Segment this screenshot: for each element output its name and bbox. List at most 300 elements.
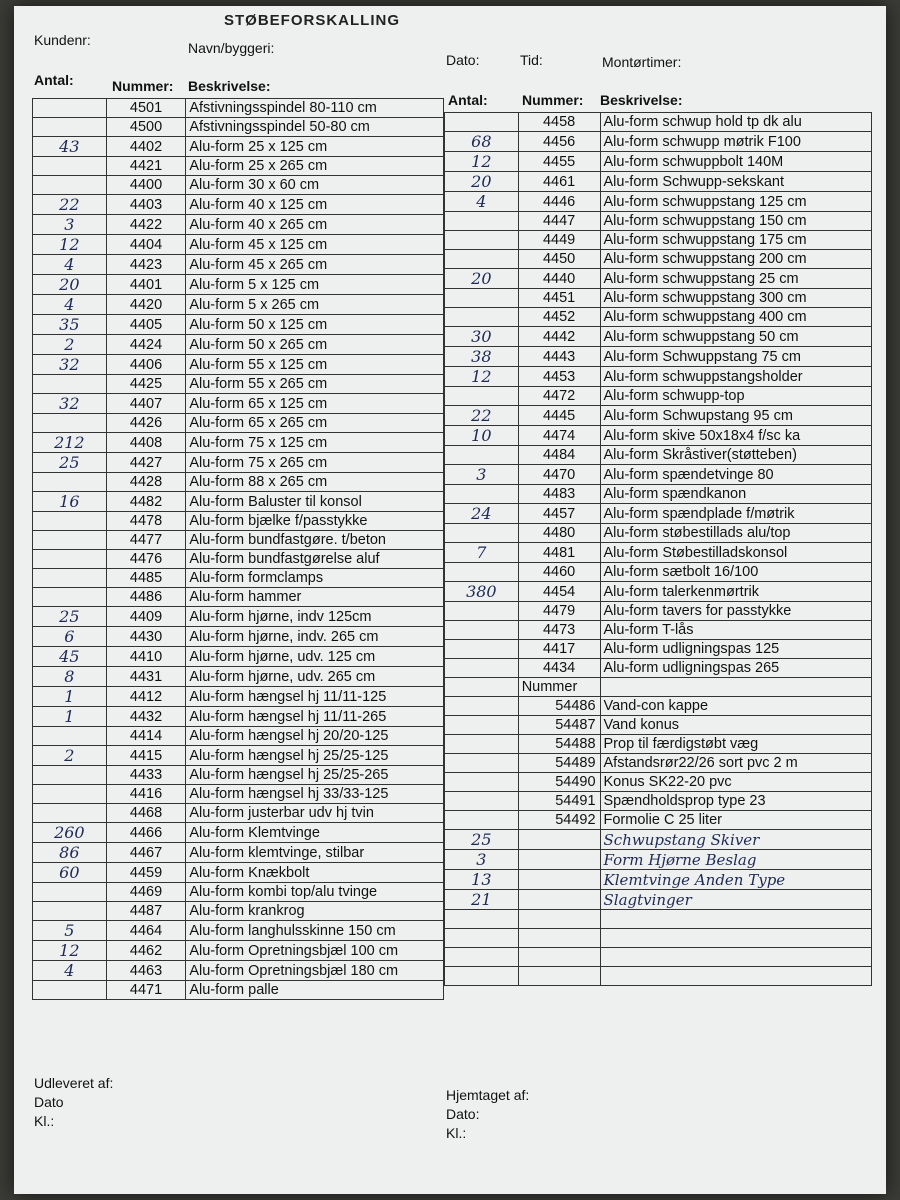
number-cell — [518, 870, 600, 890]
number-cell: 4454 — [518, 582, 600, 602]
description-cell: Alu-form bundfastgøre. t/beton — [186, 531, 444, 550]
qty-cell — [33, 414, 107, 433]
table-row — [33, 137, 444, 157]
qty-cell — [445, 811, 519, 830]
number-cell: 4412 — [106, 687, 186, 707]
description-cell: Alu-form Schwupp-sekskant — [600, 172, 871, 192]
qty-cell: 8 — [33, 667, 107, 687]
qty-cell — [33, 766, 107, 785]
number-cell: 4401 — [106, 275, 186, 295]
number-cell: 4409 — [106, 607, 186, 627]
description-cell: Slagtvinger — [600, 890, 871, 910]
table-row — [445, 504, 872, 524]
qty-cell — [445, 250, 519, 269]
description-cell: Alu-form 88 x 265 cm — [186, 473, 444, 492]
number-cell: 4481 — [518, 543, 600, 563]
qty-cell: 16 — [33, 492, 107, 512]
qty-cell: 3 — [33, 215, 107, 235]
items-table-right — [444, 112, 872, 986]
description-cell: Alu-form 25 x 125 cm — [186, 137, 444, 157]
qty-header-left: Antal: — [34, 72, 74, 88]
description-cell: Alu-form Opretningsbjæl 180 cm — [186, 961, 444, 981]
description-header-right: Beskrivelse: — [600, 92, 683, 108]
number-cell: 4449 — [518, 231, 600, 250]
qty-cell: 13 — [445, 870, 519, 890]
qty-cell — [445, 602, 519, 621]
description-cell: Alu-form krankrog — [186, 902, 444, 921]
form-title: STØBEFORSKALLING — [224, 12, 400, 29]
number-cell — [518, 929, 600, 948]
table-row — [445, 773, 872, 792]
qty-cell — [445, 659, 519, 678]
table-row — [445, 308, 872, 327]
description-cell: Vand-con kappe — [600, 697, 871, 716]
table-row — [445, 735, 872, 754]
table-row — [33, 176, 444, 195]
description-cell: Afstandsrør22/26 sort pvc 2 m — [600, 754, 871, 773]
qty-cell: 7 — [445, 543, 519, 563]
description-cell: Alu-form Knækbolt — [186, 863, 444, 883]
qty-cell: 35 — [33, 315, 107, 335]
number-cell: 4422 — [106, 215, 186, 235]
table-row — [445, 387, 872, 406]
description-cell: Alu-form justerbar udv hj tvin — [186, 804, 444, 823]
hours-label: Montørtimer: — [602, 54, 682, 70]
number-cell: 4426 — [106, 414, 186, 433]
table-row — [33, 255, 444, 275]
table-row — [445, 485, 872, 504]
description-cell: Schwupstang Skiver — [600, 830, 871, 850]
description-cell: Alu-form schwuppstang 125 cm — [600, 192, 871, 212]
qty-cell — [445, 697, 519, 716]
description-cell: Alu-form schwuppstang 400 cm — [600, 308, 871, 327]
qty-cell: 25 — [33, 607, 107, 627]
number-cell: 4445 — [518, 406, 600, 426]
table-row — [445, 582, 872, 602]
number-cell: 4479 — [518, 602, 600, 621]
description-cell: Alu-form bundfastgørelse aluf — [186, 550, 444, 569]
qty-cell — [445, 929, 519, 948]
description-cell: Alu-form 50 x 125 cm — [186, 315, 444, 335]
number-cell: 4471 — [106, 981, 186, 1000]
number-cell: 4407 — [106, 394, 186, 414]
number-cell: 54486 — [518, 697, 600, 716]
number-cell: 4406 — [106, 355, 186, 375]
qty-cell — [33, 512, 107, 531]
table-row — [33, 785, 444, 804]
number-cell: 4432 — [106, 707, 186, 727]
description-cell: Alu-form 55 x 125 cm — [186, 355, 444, 375]
qty-cell — [445, 524, 519, 543]
table-row — [445, 967, 872, 986]
qty-cell: 10 — [445, 426, 519, 446]
qty-cell: 260 — [33, 823, 107, 843]
number-cell: 4447 — [518, 212, 600, 231]
description-cell: Alu-form Schwuppstang 75 cm — [600, 347, 871, 367]
table-row — [33, 473, 444, 492]
customer-number-label: Kundenr: — [34, 32, 91, 48]
table-row — [33, 902, 444, 921]
qty-cell — [33, 981, 107, 1000]
description-cell: Alu-form hjørne, indv. 265 cm — [186, 627, 444, 647]
qty-cell — [445, 289, 519, 308]
description-cell: Alu-form tavers for passtykke — [600, 602, 871, 621]
qty-cell — [33, 118, 107, 137]
delivery-form — [14, 6, 886, 1194]
number-cell: 54488 — [518, 735, 600, 754]
number-cell: 4480 — [518, 524, 600, 543]
number-cell: 4455 — [518, 152, 600, 172]
description-cell: Prop til færdigstøbt væg — [600, 735, 871, 754]
number-cell: 54487 — [518, 716, 600, 735]
number-cell: 54489 — [518, 754, 600, 773]
number-cell: 4410 — [106, 647, 186, 667]
number-cell — [518, 910, 600, 929]
number-cell: 4423 — [106, 255, 186, 275]
number-cell: 4486 — [106, 588, 186, 607]
number-cell: 4404 — [106, 235, 186, 255]
description-cell: Alu-form hængsel hj 20/20-125 — [186, 727, 444, 746]
returned-by-label: Hjemtaget af: — [446, 1087, 530, 1103]
description-cell: Alu-form schwuppstang 25 cm — [600, 269, 871, 289]
description-cell: Alu-form hjørne, indv 125cm — [186, 607, 444, 627]
qty-cell — [33, 883, 107, 902]
description-cell: Alu-form palle — [186, 981, 444, 1000]
description-cell: Alu-form T-lås — [600, 621, 871, 640]
number-cell: 4414 — [106, 727, 186, 746]
qty-cell: 380 — [445, 582, 519, 602]
table-row — [445, 269, 872, 289]
number-cell: 4458 — [518, 113, 600, 132]
number-cell: 4452 — [518, 308, 600, 327]
table-row — [33, 453, 444, 473]
description-cell: Alu-form 30 x 60 cm — [186, 176, 444, 195]
table-row — [33, 981, 444, 1000]
number-cell: 4501 — [106, 99, 186, 118]
table-row — [445, 347, 872, 367]
table-row — [445, 811, 872, 830]
table-row — [33, 235, 444, 255]
description-cell: Alu-form bjælke f/passtykke — [186, 512, 444, 531]
table-row — [33, 746, 444, 766]
number-cell: 4485 — [106, 569, 186, 588]
description-cell — [600, 910, 871, 929]
description-cell: Alu-form kombi top/alu tvinge — [186, 883, 444, 902]
number-cell: 4469 — [106, 883, 186, 902]
qty-cell — [445, 485, 519, 504]
description-cell: Vand konus — [600, 716, 871, 735]
number-cell: 4415 — [106, 746, 186, 766]
number-cell: 4478 — [106, 512, 186, 531]
returned-date-label: Dato: — [446, 1106, 480, 1122]
number-cell: 4408 — [106, 433, 186, 453]
table-row — [33, 607, 444, 627]
description-cell: Alu-form formclamps — [186, 569, 444, 588]
qty-cell: 22 — [33, 195, 107, 215]
table-row — [445, 602, 872, 621]
table-row — [445, 543, 872, 563]
table-row — [445, 367, 872, 387]
description-cell: Form Hjørne Beslag — [600, 850, 871, 870]
description-cell: Alu-form 25 x 265 cm — [186, 157, 444, 176]
table-row — [33, 941, 444, 961]
qty-cell: 20 — [445, 172, 519, 192]
table-row — [33, 727, 444, 746]
qty-cell — [33, 473, 107, 492]
description-cell — [600, 967, 871, 986]
description-cell: Alu-form klemtvinge, stilbar — [186, 843, 444, 863]
table-row — [445, 465, 872, 485]
empty-cell — [445, 678, 519, 697]
description-cell: Alu-form hammer — [186, 588, 444, 607]
delivered-date-label: Dato — [34, 1094, 64, 1110]
description-cell: Alu-form 75 x 265 cm — [186, 453, 444, 473]
qty-cell: 6 — [33, 627, 107, 647]
description-cell: Alu-form Skråstiver(støtteben) — [600, 446, 871, 465]
number-cell: 4450 — [518, 250, 600, 269]
qty-cell: 21 — [445, 890, 519, 910]
description-cell: Alu-form langhulsskinne 150 cm — [186, 921, 444, 941]
table-row — [445, 640, 872, 659]
number-cell: 4457 — [518, 504, 600, 524]
description-cell: Alu-form hængsel hj 11/11-265 — [186, 707, 444, 727]
table-row — [445, 192, 872, 212]
description-cell: Klemtvinge Anden Type — [600, 870, 871, 890]
table-row — [33, 195, 444, 215]
qty-cell — [33, 531, 107, 550]
qty-cell: 4 — [33, 961, 107, 981]
number-cell: 54491 — [518, 792, 600, 811]
number-cell: 4425 — [106, 375, 186, 394]
number-cell: 4462 — [106, 941, 186, 961]
table-row — [33, 295, 444, 315]
qty-cell — [445, 640, 519, 659]
delivered-block — [34, 1074, 113, 1131]
description-cell: Alu-form Baluster til konsol — [186, 492, 444, 512]
table-row — [33, 804, 444, 823]
description-cell: Alu-form 75 x 125 cm — [186, 433, 444, 453]
qty-cell: 86 — [33, 843, 107, 863]
qty-cell — [33, 785, 107, 804]
table-row — [33, 394, 444, 414]
table-row — [445, 948, 872, 967]
description-cell: Afstivningsspindel 50-80 cm — [186, 118, 444, 137]
table-row — [445, 327, 872, 347]
number-cell: 4500 — [106, 118, 186, 137]
table-row — [445, 152, 872, 172]
description-cell: Alu-form støbestillads alu/top — [600, 524, 871, 543]
description-cell: Alu-form hjørne, udv. 125 cm — [186, 647, 444, 667]
name-label: Navn/byggeri: — [188, 40, 275, 56]
qty-cell — [445, 446, 519, 465]
number-cell: 4470 — [518, 465, 600, 485]
number-cell: 4402 — [106, 137, 186, 157]
description-cell: Alu-form schwupp møtrik F100 — [600, 132, 871, 152]
number-cell: 4405 — [106, 315, 186, 335]
table-row — [33, 531, 444, 550]
number-cell: 4434 — [518, 659, 600, 678]
qty-cell — [445, 113, 519, 132]
qty-cell: 60 — [33, 863, 107, 883]
qty-cell: 3 — [445, 850, 519, 870]
description-cell: Alu-form 40 x 265 cm — [186, 215, 444, 235]
description-cell: Alu-form spændplade f/møtrik — [600, 504, 871, 524]
date-label: Dato: — [446, 52, 480, 68]
description-cell: Alu-form 5 x 125 cm — [186, 275, 444, 295]
qty-cell: 4 — [445, 192, 519, 212]
table-row — [33, 961, 444, 981]
table-row — [33, 921, 444, 941]
qty-cell: 32 — [33, 355, 107, 375]
table-row — [33, 414, 444, 433]
qty-cell — [445, 792, 519, 811]
description-cell: Alu-form hjørne, udv. 265 cm — [186, 667, 444, 687]
table-row — [33, 512, 444, 531]
number-cell: 4466 — [106, 823, 186, 843]
description-cell: Alu-form 40 x 125 cm — [186, 195, 444, 215]
qty-cell: 25 — [445, 830, 519, 850]
number-cell: 4430 — [106, 627, 186, 647]
description-cell: Alu-form Opretningsbjæl 100 cm — [186, 941, 444, 961]
number-cell: 4433 — [106, 766, 186, 785]
description-cell: Alu-form 50 x 265 cm — [186, 335, 444, 355]
table-row — [445, 792, 872, 811]
description-cell: Alu-form spændetvinge 80 — [600, 465, 871, 485]
qty-cell — [445, 716, 519, 735]
number-cell: 4483 — [518, 485, 600, 504]
number-cell: 4472 — [518, 387, 600, 406]
number-cell: 54490 — [518, 773, 600, 792]
qty-cell: 12 — [445, 367, 519, 387]
table-row — [33, 766, 444, 785]
description-cell: Alu-form schwup hold tp dk alu — [600, 113, 871, 132]
number-cell: 4451 — [518, 289, 600, 308]
number-header-right: Nummer: — [522, 92, 584, 108]
table-row — [445, 113, 872, 132]
description-cell: Alu-form udligningspas 125 — [600, 640, 871, 659]
qty-cell — [33, 727, 107, 746]
description-cell: Alu-form 5 x 265 cm — [186, 295, 444, 315]
table-row — [33, 99, 444, 118]
number-cell: 4443 — [518, 347, 600, 367]
description-cell: Alu-form 45 x 265 cm — [186, 255, 444, 275]
description-cell — [600, 929, 871, 948]
qty-cell — [445, 754, 519, 773]
table-row — [445, 754, 872, 773]
table-row — [445, 446, 872, 465]
qty-cell — [445, 231, 519, 250]
description-cell: Konus SK22-20 pvc — [600, 773, 871, 792]
table-row — [33, 588, 444, 607]
table-row — [445, 929, 872, 948]
qty-cell: 5 — [33, 921, 107, 941]
qty-cell — [445, 212, 519, 231]
number-cell: 4420 — [106, 295, 186, 315]
table-row — [445, 910, 872, 929]
qty-cell — [33, 176, 107, 195]
table-row — [445, 621, 872, 640]
description-cell: Alu-form Schwupstang 95 cm — [600, 406, 871, 426]
qty-cell — [445, 308, 519, 327]
number-cell: 4461 — [518, 172, 600, 192]
qty-cell — [445, 773, 519, 792]
table-row — [33, 375, 444, 394]
table-row — [445, 850, 872, 870]
table-row — [445, 289, 872, 308]
qty-cell — [33, 157, 107, 176]
qty-cell: 30 — [445, 327, 519, 347]
number-header-left: Nummer: — [112, 78, 174, 94]
number-cell: 4403 — [106, 195, 186, 215]
qty-cell — [33, 588, 107, 607]
description-cell: Spændholdsprop type 23 — [600, 792, 871, 811]
description-cell — [600, 948, 871, 967]
table-row — [33, 687, 444, 707]
description-cell: Afstivningsspindel 80-110 cm — [186, 99, 444, 118]
description-cell: Alu-form schwupp-top — [600, 387, 871, 406]
qty-cell: 12 — [33, 235, 107, 255]
table-row — [33, 118, 444, 137]
qty-cell: 20 — [33, 275, 107, 295]
number-cell: 4416 — [106, 785, 186, 804]
qty-cell — [445, 387, 519, 406]
number-cell: 4400 — [106, 176, 186, 195]
table-row — [33, 335, 444, 355]
number-cell — [518, 948, 600, 967]
number-cell: 4482 — [106, 492, 186, 512]
qty-cell — [445, 967, 519, 986]
table-subheader-row — [445, 678, 872, 697]
number-cell: 4428 — [106, 473, 186, 492]
number-cell: 4446 — [518, 192, 600, 212]
number-cell: 4424 — [106, 335, 186, 355]
number-cell: 4463 — [106, 961, 186, 981]
number-cell: 4473 — [518, 621, 600, 640]
table-row — [33, 492, 444, 512]
number-cell: 4453 — [518, 367, 600, 387]
number-cell: 54492 — [518, 811, 600, 830]
qty-cell: 43 — [33, 137, 107, 157]
number-cell — [518, 890, 600, 910]
number-cell: 4468 — [106, 804, 186, 823]
table-row — [445, 890, 872, 910]
table-row — [445, 563, 872, 582]
qty-cell: 20 — [445, 269, 519, 289]
description-cell: Alu-form talerkenmørtrik — [600, 582, 871, 602]
number-cell: 4460 — [518, 563, 600, 582]
description-cell: Alu-form hængsel hj 11/11-125 — [186, 687, 444, 707]
qty-cell: 212 — [33, 433, 107, 453]
description-cell: Alu-form Støbestilladskonsol — [600, 543, 871, 563]
table-row — [33, 647, 444, 667]
description-cell: Formolie C 25 liter — [600, 811, 871, 830]
description-cell: Alu-form spændkanon — [600, 485, 871, 504]
number-cell — [518, 967, 600, 986]
table-row — [33, 823, 444, 843]
table-row — [445, 250, 872, 269]
description-cell: Alu-form hængsel hj 25/25-125 — [186, 746, 444, 766]
number-cell: 4464 — [106, 921, 186, 941]
qty-cell: 24 — [445, 504, 519, 524]
qty-cell: 1 — [33, 687, 107, 707]
number-cell: 4467 — [106, 843, 186, 863]
description-cell: Alu-form schwuppbolt 140M — [600, 152, 871, 172]
items-table-left — [32, 98, 444, 1000]
table-row — [33, 569, 444, 588]
description-cell: Alu-form schwuppstang 300 cm — [600, 289, 871, 308]
description-cell: Alu-form 55 x 265 cm — [186, 375, 444, 394]
description-cell: Alu-form schwuppstang 150 cm — [600, 212, 871, 231]
